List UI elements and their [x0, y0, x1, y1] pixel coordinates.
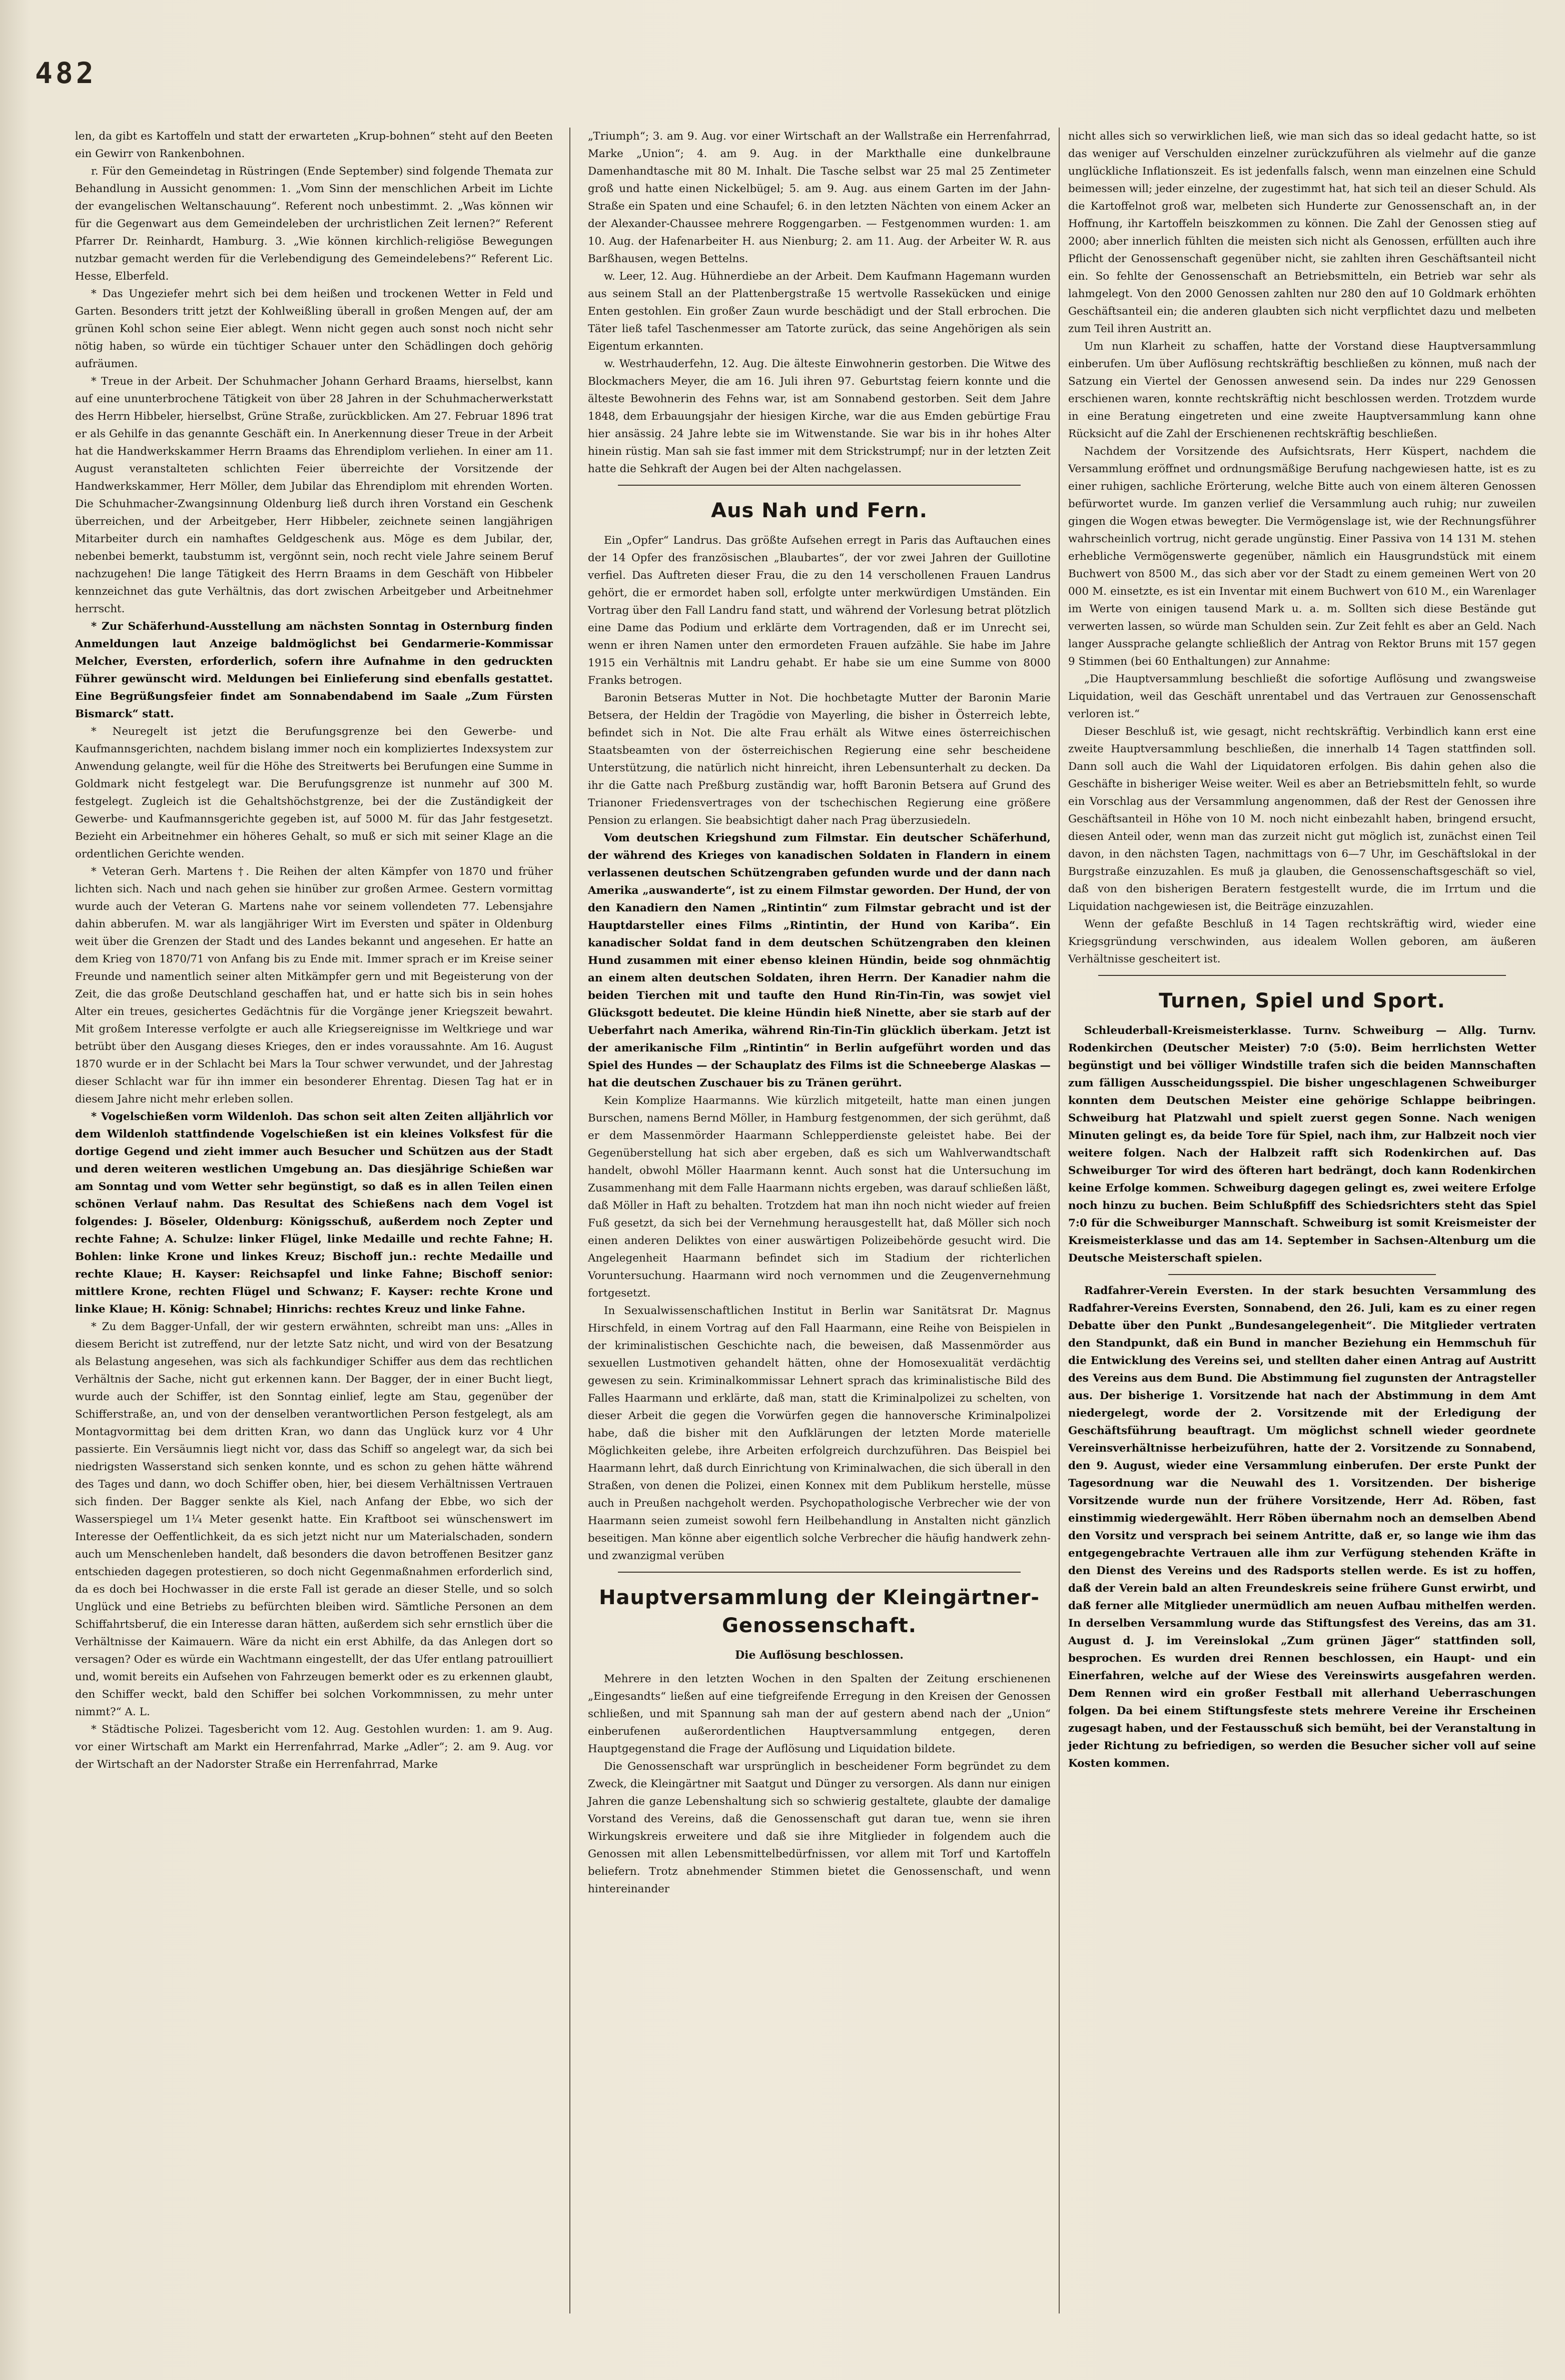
- article-paragraph: Kein Komplize Haarmanns. Wie kürzlich mitgeteilt, hatte man einen jungen Burschen, namens Bernd Möller, in Hamburg festgenommen, der sich gerühmt, daß er dem Massenmörder Haarmann Schlepperdienste geleistet habe. Bei der Gegenüberstellung hat sich aber ergeben, daß es sich um Wahlverwandtschaft handelt, obwohl Möller Haarmann kennt. Auch sonst hat die Untersuchung im Zusammenhang mit dem Falle Haarmann nichts ergeben, was darauf schließen läßt, daß Möller in Haft zu behalten. Trotzdem hat man ihn noch nicht wieder auf freien Fuß gesetzt, da sich bei der Vernehmung herausgestellt hat, daß Möller sich noch einen anderen Deliktes von einer auswärtigen Polizeibehörde gesucht wird. Die Angelegenheit Haarmann befindet sich im Stadium der richterlichen Voruntersuchung. Haarmann wird noch vernommen und die Zeugenvernehmung fortgesetzt.: [588, 1094, 1051, 1300]
- page-number: 482: [35, 56, 97, 90]
- article-paragraph: „Die Hauptversammlung beschließt die sofortige Auflösung und zwangsweise Liquidation, weil das Geschäft unrentabel und das Vertrauen zur Genossenschaft verloren ist.“: [1068, 673, 1536, 720]
- article-paragraph: * Zu dem Bagger-Unfall, der wir gestern erwähnten, schreibt man uns: „Alles in diesem Bericht ist zutreffend, nur der letzte Satz nicht, und wird von der Besatzung als Belastung angesehen, was sich als fachkundiger Schiffer aus dem das rechtlichen Verhältnis der Sache, nicht gut erkennen kann. Der Bagger, der in einer Bucht liegt, wurde auch der Schiffer, ist den Sonntag einlief, legte am Stau, gegenüber der Schifferstraße, an, und von der denselben verantwortlichen Person festgelegt, als am Montagvormittag bei dem dritten Kran, wo dann das Unglück kurz vor 4 Uhr passierte. Ein Versäumnis liegt nicht vor, dass das Schiff so angelegt war, da sich bei niedrigsten Wasserstand sich senken konnte, und es schon zu gehen hätte während des Tages und dann, wo doch Schiffer oben, hier, bei diesem Verhältnissen Vertrauen sich finden. Der Bagger senkte als Kiel, nach Anfang der Ebbe, wo sich der Wasserspiegel um 1¼ Meter gesenkt hatte. Ein Kraftboot sei wünschenswert im Interesse der Oeffentlichkeit, da es sich jetzt nicht nur um Materialschaden, sondern auch um Menschenleben handelt, daß besonders die davon betroffenen Besitzer ganz entschieden dagegen protestieren, so doch nicht Gegenmaßnahmen erforderlich sind, da es doch bei Hochwasser in die erste Fall ist gerade an dieser Stelle, und so solch Unglück und eine Betriebs zu befürchten bleiben wird. Sämtliche Personen an dem Schiffahrtsberuf, die ein Interesse daran hätten, außerdem sich sehr ernstlich über die Verhältnisse der Kaimauern. Wäre da nicht ein erst Abhilfe, da das Anlegen dort so versagen? Oder es würde ein Wachtmann eingestellt, der das Ufer entlang patrouilliert und, womit bereits ein Aufsehen von Fahrzeugen bemerkt oder es zu erkennen glaubt, den Schiffer weckt, bald den Schiffer bei solchen Vorkommnissen, zu mehr unter nimmt?“ A. L.: [75, 1321, 553, 1718]
- article-paragraph: Radfahrer-Verein Eversten. In der stark besuchten Versammlung des Radfahrer-Vereins Eversten, Sonnabend, den 26. Juli, kam es zu einer regen Debatte über den Punkt „Bundesangelegenheit“. Die Mitglieder vertraten den Standpunkt, daß ein Bund in mancher Beziehung ein Hemmschuh für die Entwicklung des Vereins sei, und stellten daher einen Antrag auf Austritt des Vereins aus dem Bund. Die Abstimmung fiel zugunsten der Antragsteller aus. Der bisherige 1. Vorsitzende hat nach der Abstimmung in dem Amt niedergelegt, worde der 2. Vorsitzende mit der Erledigung der Geschäftsführung beauftragt. Um möglichst schnell wieder geordnete Vereinsverhältnisse herbeizuführen, hatte der 2. Vorsitzende zu Sonnabend, den 9. August, wieder eine Versammlung einberufen. Der erste Punkt der Tagesordnung war die Neuwahl des 1. Vorsitzenden. Der bisherige Vorsitzende wurde nun der frühere Vorsitzende, Herr Ad. Röben, fast einstimmig wiedergewählt. Herr Röben übernahm noch an demselben Abend den Vorsitz und versprach bei seinem Antritte, daß er, so lange wie ihm das entgegengebrachte Vertrauen alle ihm zur Verfügung stehenden Kräfte in den Dienst des Vereins und des Radsports stellen werde. Es ist zu hoffen, daß der Verein bald an alten Freundeskreis seine frühere Gunst erwirbt, und daß ferner alle Mitglieder unermüdlich am neuen Aufbau mithelfen werden. In derselben Versammlung wurde das Stiftungsfest des Vereins, das am 31. August d. J. im Vereinslokal „Zum grünen Jäger“ stattfinden soll, besprochen. Es wurden drei Rennen beschlossen, ein Haupt- und ein Einerfahren, welche auf der Wiese des Vereinswirts ausgefahren werden. Dem Rennen wird ein großer Festball mit allerhand Ueberraschungen folgen. Da bei einem Stiftungsfeste stets mehrere Vereine ihr Erscheinen zugesagt haben, und der Festausschuß sich bemüht, bei der Veranstaltung in jeder Richtung zu befriedigen, so werden die Besucher sicher voll auf seine Kosten kommen.: [1068, 1285, 1536, 1770]
- column-rule-2: [1059, 128, 1060, 2313]
- article-paragraph: Dieser Beschluß ist, wie gesagt, nicht rechtskräftig. Verbindlich kann erst eine zweite Hauptversammlung beschließen, die innerhalb 14 Tagen stattfinden soll. Dann soll auch die Wahl der Liquidatoren erfolgen. Bis dahin gehen also die Geschäfte in bisheriger Weise weiter. Weil es aber an Betriebsmitteln fehlt, so wurde ein Vorschlag aus der Versammlung angenommen, daß der Rest der Genossen ihre Geschäftsanteil in Höhe von 10 M. noch nicht einbezahlt haben, bringend ersucht, diesen Anteil oder, wenn man das zurzeit nicht gut möglich ist, zunächst einen Teil davon, in den nächsten Tagen, nachmittags von 6—7 Uhr, im Geschäftslokal in der Burgstraße einzuzahlen. Es muß ja glauben, die Genossenschaftsgeschäft so viel, daß von den bisherigen Beratern festgestellt wurde, die im Irrtum und die Liquidation nachgewiesen ist, die Beiträge einzuzahlen.: [1068, 725, 1536, 913]
- article-paragraph: * Neuregelt ist jetzt die Berufungsgrenze bei den Gewerbe- und Kaufmannsgerichten, nachdem bislang immer noch ein kompliziertes Indexsystem zur Anwendung gelangte, weil für die Höhe des Streitwerts bei Berufungen eine Summe in Goldmark nicht festgelegt war. Die Berufungsgrenze ist nunmehr auf 300 M. festgelegt. Zugleich ist die Gehaltshöchstgrenze, bei der die Zuständigkeit der Gewerbe- und Kaufmannsgerichte gegeben ist, auf 5000 M. für das Jahr festgesetzt. Bezieht ein Arbeitnehmer ein höheres Gehalt, so muß er sich mit seiner Klage an die ordentlichen Gerichte wenden.: [75, 725, 553, 860]
- section-heading: Hauptversammlung der Kleingärtner-Genossenschaft.: [599, 1586, 1040, 1637]
- article-paragraph: Ein „Opfer“ Landrus. Das größte Aufsehen erregt in Paris das Auftauchen eines der 14 Opfer des französischen „Blaubartes“, der vor zwei Jahren der Guillotine verfiel. Das Auftreten dieser Frau, die zu den 14 verschollenen Frauen Landrus gehört, die er ermordet haben soll, erfolgte unter merkwürdigen Umständen. Ein Vortrag über den Fall Landru fand statt, und während der Vorlesung betrat plötzlich eine Dame das Podium und erklärte dem Vortragenden, daß er im Unrecht sei, wenn er ihren Namen unter den ermordeten Frauen aufzähle. Sie habe im Jahre 1915 ein Verhältnis mit Landru gehabt. Er habe sie um eine Summe von 8000 Franks betrogen.: [588, 534, 1051, 687]
- article-paragraph: len, da gibt es Kartoffeln und statt der erwarteten „Krup-bohnen“ steht auf den Beeten ein Gewirr von Rankenbohnen.: [75, 130, 553, 160]
- column-rule-1: [569, 128, 570, 2313]
- section-subheading: Die Auflösung beschlossen.: [735, 1649, 904, 1662]
- article-paragraph: Vom deutschen Kriegshund zum Filmstar. Ein deutscher Schäferhund, der während des Krieges von kanadischen Soldaten in Flandern in einem verlassenen deutschen Schützengraben gefunden wurde und der dann nach Amerika „auswanderte“, ist zu einem Filmstar geworden. Der Hund, der von den Kanadiern den Namen „Rintintin“ zum Filmstar gebracht und ist der Hauptdarsteller eines Films „Rintintin, der Hund von Kariba“. Ein kanadischer Soldat fand in dem deutschen Schützengraben den kleinen Hund zusammen mit einer ebenso kleinen Hündin, beide sog ohnmächtig an einem alten deutschen Soldaten, ihren Herrn. Der Kanadier nahm die beiden Tierchen mit und taufte den Hund Rin-Tin-Tin, was sowjet viel Glücksgott bedeutet. Die kleine Hündin hieß Ninette, aber sie starb auf der Ueberfahrt nach Amerika, während Rin-Tin-Tin glücklich überkam. Jetzt ist der amerikanische Film „Rintintin“ in Berlin aufgeführt worden und das Spiel des Hundes — der Schauplatz des Films ist die Schneeberge Alaskas — hat die deutschen Zuschauer bis zu Tränen gerührt.: [588, 832, 1051, 1089]
- section-heading: Turnen, Spiel und Sport.: [1159, 989, 1445, 1012]
- article-paragraph: Mehrere in den letzten Wochen in den Spalten der Zeitung erschienenen „Eingesandts“ ließen auf eine tiefgreifende Erregung in den Kreisen der Genossen schließen, und mit Spannung sah man der auf gestern abend nach der „Union“ einberufenen außerordentlichen Hauptversammlung entgegen, deren Hauptgegenstand die Frage der Auflösung und Liquidation bildete.: [588, 1673, 1051, 1755]
- article-paragraph: r. Für den Gemeindetag in Rüstringen (Ende September) sind folgende Themata zur Behandlung in Aussicht genommen: 1. „Vom Sinn der menschlichen Arbeit im Lichte der evangelischen Weltanschauung“. Referent noch unbestimmt. 2. „Was können wir für die Gegenwart aus dem Gemeindeleben der urchristlichen Zeit lernen?“ Referent Pfarrer Dr. Reinhardt, Hamburg. 3. „Wie können kirchlich-religiöse Bewegungen nutzbar gemacht werden für die Verlebendigung des Gemeindelebens?“ Referent Lic. Hesse, Elberfeld.: [75, 165, 553, 283]
- section-divider: [1168, 1274, 1436, 1275]
- section-divider: [618, 485, 1021, 486]
- article-paragraph: * Veteran Gerh. Martens †. Die Reihen der alten Kämpfer von 1870 und früher lichten sich. Nach und nach gehen sie hinüber zur großen Armee. Gestern vormittag wurde auch der Veteran G. Martens nahe vor seinem vollendeten 77. Lebensjahre dahin abberufen. M. war als langjähriger Wirt im Eversten und später in Oldenburg weit über die Grenzen der Stadt und des Landes bekannt und angesehen. Er hatte an dem Krieg von 1870/71 von Anfang bis zu Ende mit. Immer sprach er im Kreise seiner Freunde und namentlich seiner alten Mitkämpfer gern und mit Begeisterung von der Zeit, die das große Deutschland geschaffen hat, und er hatte sich bis in sein hohes Alter ein treues, gesichertes Gedächtnis für die Vorgänge jener Kriegszeit bewahrt. Mit großem Interesse verfolgte er auch alle Kriegsereignisse im Weltkriege und war betrübt über den Ausgang dieses Krieges, den er indes voraussahnte. Am 16. August 1870 wurde er in der Schlacht bei Mars la Tour schwer verwundet, und der Jahrestag dieser Schlacht war für ihn immer ein besonderer Ehrentag. Diesen Tag hat er in diesem Jahre nicht mehr erleben sollen.: [75, 865, 553, 1105]
- article-paragraph: Die Genossenschaft war ursprünglich in bescheidener Form begründet zu dem Zweck, die Kleingärtner mit Saatgut und Dünger zu versorgen. Als dann nur einigen Jahren die ganze Lebenshaltung sich so schwierig gestaltete, glaubte der damalige Vorstand des Vereins, daß die Genossenschaft gut daran tue, wenn sie ihren Wirkungskreis erweitere und daß sie ihre Mitglieder in folgendem auch die Genossen mit allen Lebensmittelbedürfnissen, vor allem mit Torf und Kartoffeln beliefern. Trotz abnehmender Stimmen bietet die Genossenschaft, und wenn hintereinander: [588, 1760, 1051, 1895]
- article-paragraph: In Sexualwissenschaftlichen Institut in Berlin war Sanitätsrat Dr. Magnus Hirschfeld, in einem Vortrag auf den Fall Haarmann, eine Reihe von Beispielen in der kriminalistischen Geschichte nach, die beweisen, daß Massenmörder aus sexuellen Lustmotiven gehandelt hätten, ohne der Homosexualität verdächtig gewesen zu sein. Kriminalkommissar Lehnert sprach das kriminalistische Bild des Falles Haarmann und erklärte, daß man, statt die Kriminalpolizei zu schelten, von dieser Arbeit die gegen die Vorwürfen gegen die hannoversche Kriminalpolizei habe, daß die bisher mit den Aufklärungen der letzten Morde materielle Möglichkeiten gelebe, ihre Arbeiten erfolgreich durchzuführen. Das Beispiel bei Haarmann lehrt, daß durch Einrichtung von Kriminalwachen, die sich überall in den Straßen, von denen die Polizei, einen Konnex mit dem Publikum herstelle, müsse auch in Preußen nachgeholt werden. Psychopathologische Verbrecher wie der von Haarmann seien zumeist sowohl fern Heilbehandlung in Anstalten nicht gänzlich beseitigen. Man könne aber eigentlich solche Verbrecher die häufig handwerk zehn- und zwanzigmal verüben: [588, 1305, 1051, 1562]
- article-paragraph: Nachdem der Vorsitzende des Aufsichtsrats, Herr Küspert, nachdem die Versammlung eröffnet und ordnungsmäßige Berufung nachgewiesen hatte, ist es zu einer ruhigen, sachliche Erörterung, welche Bitte auch von einem älteren Genossen befürwortet wurde. Im ganzen verlief die Versammlung auch ruhig; nur zuweilen gingen die Wogen etwas bewegter. Die Vermögenslage ist, wie der Rechnungsführer wahrscheinlich vortrug, nicht gerade ungünstig. Einer Passiva von 14 131 M. stehen erhebliche Vermögenswerte gegenüber, nämlich ein Hausgrundstück mit einem Buchwert von 8500 M., das sich aber vor der Stadt zu einem gemeinen Wert von 20 000 M. einsetzte, es ist ein Inventar mit einem Buchwert von 610 M., ein Warenlager im Werte von einigen tausend Mark u. a. m. Sollten sich diese Bestände gut verwerten lassen, so würde man Schulden sein. Zur Zeit fehlt es aber an Geld. Nach langer Aussprache gelangte schließlich der Antrag von Rektor Bruns mit 157 gegen 9 Stimmen (bei 60 Enthaltungen) zur Annahme:: [1068, 445, 1536, 668]
- article-paragraph: Baronin Betseras Mutter in Not. Die hochbetagte Mutter der Baronin Marie Betsera, der Heldin der Tragödie von Mayerling, die bisher in Österreich lebte, befindet sich in Not. Die alte Frau erhält als Witwe eines österreichischen Staatsbeamten von der österreichischen Regierung eine sehr bescheidene Unterstützung, die natürlich nicht hinreicht, ihren Lebensunterhalt zu decken. Da ihr die Gatte nach Preßburg zuständig war, hofft Baronin Betsera auf Grund des Trianoner Friedensvertrages von der tschechischen Regierung eine größere Pension zu erlangen. Sie beabsichtigt daher nach Prag überzusiedeln.: [588, 692, 1051, 827]
- column-2: [588, 128, 1051, 1898]
- article-paragraph: * Treue in der Arbeit. Der Schuhmacher Johann Gerhard Braams, hierselbst, kann auf eine ununterbrochene Tätigkeit von über 28 Jahren in der Schuhmacherwerkstatt des Herrn Hibbeler, hierselbst, Grüne Straße, zurückblicken. Am 27. Februar 1896 trat er als Gehilfe in das genannte Geschäft ein. In Anerkennung dieser Treue in der Arbeit hat die Handwerkskammer Herrn Braams das Ehrendiplom verliehen. In einer am 11. August veranstalteten schlichten Feier überreichte der Vorsitzende der Handwerkskammer, Herr Möller, dem Jubilar das Ehrendiplom mit ehrenden Worten. Die Schuhmacher-Zwangsinnung Oldenburg ließ durch ihren Vorstand ein Geschenk überreichen, und der Arbeitgeber, Herr Hibbeler, zeichnete seinen langjährigen Mitarbeiter durch ein namhaftes Geldgeschenk aus. Möge es dem Jubilar, der, nebenbei bemerkt, taubstumm ist, vergönnt sein, noch recht viele Jahre seinem Beruf nachzugehen! Die lange Tätigkeit des Herrn Braams in dem Geschäft von Hibbeler kennzeichnet das gute Verhältnis, das dort zwischen Arbeitgeber und Arbeitnehmer herrscht.: [75, 375, 553, 615]
- article-paragraph: * Vogelschießen vorm Wildenloh. Das schon seit alten Zeiten alljährlich vor dem Wildenloh stattfindende Vogelschießen ist ein kleines Volksfest für die dortige Gegend und zieht immer auch Besucher und Schützen aus der Stadt und deren weiteren westlichen Umgebung an. Das diesjährige Schießen war am Sonntag und vom Wetter sehr begünstigt, so daß es in allen Teilen einen schönen Verlauf nahm. Das Resultat des Schießens nach dem Vogel ist folgendes: J. Böseler, Oldenburg: Königsschuß, außerdem noch Zepter und rechte Fahne; A. Schulze: linker Flügel, linke Medaille und rechte Fahne; H. Bohlen: linke Krone und linkes Kreuz; Bischoff jun.: rechte Medaille und rechte Klaue; H. Kayser: Reichsapfel und linke Fahne; Bischoff senior: mittlere Krone, rechten Flügel und Schwanz; F. Kayser: rechte Krone und linke Klaue; H. König: Schnabel; Hinrichs: rechtes Kreuz und linke Fahne.: [75, 1110, 553, 1316]
- section-divider: [618, 1572, 1021, 1573]
- article-paragraph: Um nun Klarheit zu schaffen, hatte der Vorstand diese Hauptversammlung einberufen. Um über Auflösung rechtskräftig beschließen zu können, muß nach der Satzung ein Viertel der Genossen anwesend sein. Da indes nur 229 Genossen erschienen waren, konnte rechtskräftig nicht beschlossen werden. Trotzdem wurde in eine Beratung eingetreten und eine zweite Hauptversammlung kann ohne Rücksicht auf die Zahl der Erschienenen rechtskräftig beschließen.: [1068, 340, 1536, 440]
- article-paragraph: nicht alles sich so verwirklichen ließ, wie man sich das so ideal gedacht hatte, so ist das weniger auf Verschulden einzelner zurückzuführen als vielmehr auf die ganze unglückliche Inflationszeit. Es ist jedenfalls falsch, wenn man einzelnen eine Schuld beimessen will; jeder einzelne, der zugestimmt hat, hat sich teil an dieser Schuld. Als die Kartoffelnot groß war, melbeten sich Hunderte zur Genossenschaft an, in der Hoffnung, ihr Kartoffeln beiszkommen zu können. Die Zahl der Genossen stieg auf 2000; aber innerlich fühlten die meisten sich nicht als Genossen, erfüllten auch ihre Pflicht der Genossenschaft gegenüber nicht, sie zahlten ihren Geschäftsanteil nicht ein. So fehlte der Genossenschaft an Betriebsmitteln, ein Betrieb war sehr als lahmgelegt. Von den 2000 Genossen zahlten nur 280 den auf 10 Goldmark erhöhten Geschäftsanteil ein; die anderen glaubten sich nicht verpflichtet dazu und melbeten zum Teil ihren Austritt an.: [1068, 130, 1536, 335]
- article-paragraph: * Das Ungeziefer mehrt sich bei dem heißen und trockenen Wetter in Feld und Garten. Besonders tritt jetzt der Kohlweißling überall in großen Mengen auf, der am grünen Kohl schon seine Eier ablegt. Wenn nicht gegen auch sonst noch nicht sehr nötig haben, so würde ein tüchtiger Schauer unter den Schädlingen doch gehörig aufräumen.: [75, 288, 553, 370]
- article-paragraph: * Städtische Polizei. Tagesbericht vom 12. Aug. Gestohlen wurden: 1. am 9. Aug. vor einer Wirtschaft am Markt ein Herrenfahrrad, Marke „Adler“; 2. am 9. Aug. vor der Wirtschaft an der Nadorster Straße ein Herrenfahrrad, Marke: [75, 1723, 553, 1771]
- column-1: [75, 128, 553, 1773]
- article-paragraph: „Triumph“; 3. am 9. Aug. vor einer Wirtschaft an der Wallstraße ein Herrenfahrrad, Marke „Union“; 4. am 9. Aug. in der Markthalle eine dunkelbraune Damenhandtasche mit 80 M. Inhalt. Die Tasche selbst war 25 mal 25 Zentimeter groß und hatte einen Nickelbügel; 5. am 9. Aug. aus einem Garten im der Jahn-Straße ein Spaten und eine Schaufel; 6. in den letzten Nächten von einem Acker an der Alexander-Chaussee mehrere Roggengarben. — Festgenommen wurden: 1. am 10. Aug. der Hafenarbeiter H. aus Nienburg; 2. am 11. Aug. der Arbeiter W. R. aus Barßhausen, wegen Bettelns.: [588, 130, 1051, 265]
- article-paragraph: Schleuderball-Kreismeisterklasse. Turnv. Schweiburg — Allg. Turnv. Rodenkirchen (Deutscher Meister) 7:0 (5:0). Beim herrlichsten Wetter begünstigt und bei völliger Windstille trafen sich die beiden Mannschaften zum fälligen Ausscheidungsspiel. Die bisher ungeschlagenen Schweiburger konnten dem Deutschen Meister eine gehörige Schlappe beibringen. Schweiburg hat Platzwahl und spielt zuerst gegen Sonne. Nach wenigen Minuten gelingt es, da beide Tore für Spiel, nach ihm, zur Halbzeit noch vier weitere folgen. Nach der Halbzeit rafft sich Rodenkirchen auf. Das Schweiburger Tor wird des öfteren hart bedrängt, doch kann Rodenkirchen keine Erfolge kommen. Schweiburg dagegen gelingt es, zwei weitere Erfolge noch hinzu zu buchen. Beim Schlußpfiff des Schiedsrichters steht das Spiel 7:0 für die Schweiburger Mannschaft. Schweiburg ist somit Kreismeister der Kreismeisterklasse und das am 14. September in Sachsen-Altenburg um die Deutsche Meisterschaft spielen.: [1068, 1024, 1536, 1265]
- article-paragraph: Wenn der gefaßte Beschluß in 14 Tagen rechtskräftig wird, wieder eine Kriegsgründung verschwinden, aus idealem Wollen geboren, am äußeren Verhältnisse gescheitert ist.: [1068, 918, 1536, 965]
- article-paragraph: w. Westrhauderfehn, 12. Aug. Die älteste Einwohnerin gestorben. Die Witwe des Blockmachers Meyer, die am 16. Juli ihren 97. Geburtstag feiern konnte und die älteste Bewohnerin des Fehns war, ist am Sonnabend gestorben. Seit dem Jahre 1848, dem Erbauungsjahr der hiesigen Kirche, war die aus Emden gebürtige Frau hier ansässig. 24 Jahre lebte sie im Witwenstande. Sie war bis in ihr hohes Alter hinein rüstig. Man sah sie fast immer mit dem Strickstrumpf; nur in der letzten Zeit hatte die Sehkraft der Augen bei der Alten nachgelassen.: [588, 358, 1051, 475]
- section-divider: [1098, 975, 1506, 976]
- column-3: [1068, 128, 1536, 1772]
- section-heading: Aus Nah und Fern.: [711, 499, 928, 522]
- article-paragraph: w. Leer, 12. Aug. Hühnerdiebe an der Arbeit. Dem Kaufmann Hagemann wurden aus seinem Stall an der Plattenbergstraße 15 wertvolle Rassekücken und einige Enten gestohlen. Ein großer Zaun wurde beschädigt und der Stall erbrochen. Die Täter ließ tafel Taschenmesser am Tatorte zurück, das seine Angehörigen als sein Eigentum erkannten.: [588, 270, 1051, 353]
- article-paragraph: * Zur Schäferhund-Ausstellung am nächsten Sonntag in Osternburg finden Anmeldungen laut Anzeige baldmöglichst bei Gendarmerie-Kommissar Melcher, Eversten, erforderlich, sofern ihre Aufnahme in den gedruckten Führer gewünscht wird. Meldungen bei Einlieferung sind ebenfalls gestattet. Eine Begrüßungsfeier findet am Sonnabendabend im Saale „Zum Fürsten Bismarck“ statt.: [75, 620, 553, 720]
